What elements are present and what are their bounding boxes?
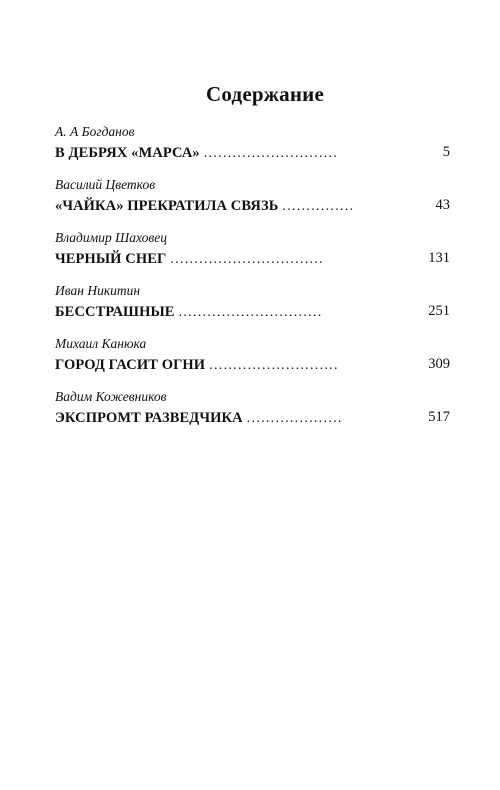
table-of-contents — [55, 124, 450, 442]
toc-entry — [55, 283, 450, 336]
toc-page-number: 5 — [442, 144, 450, 160]
toc-title[interactable]: ЧЕРНЫЙ СНЕГ — [55, 251, 167, 267]
toc-author: Иван Никитин — [55, 283, 141, 298]
toc-leader: .................... — [246, 411, 343, 426]
toc-leader: ............... — [282, 199, 355, 214]
toc-author: Вадим Кожевников — [55, 389, 167, 404]
toc-page-number: 309 — [428, 356, 450, 372]
toc-entry — [55, 336, 450, 389]
toc-title-line[interactable] — [55, 303, 450, 323]
toc-page-number: 131 — [428, 250, 450, 266]
toc-author: Василий Цветков — [55, 177, 156, 192]
toc-title-line[interactable] — [55, 197, 450, 217]
toc-page-number: 251 — [428, 303, 450, 319]
toc-author: Михаил Канюка — [55, 336, 147, 351]
toc-author: А. А Богданов — [55, 124, 135, 139]
toc-title-line[interactable] — [55, 356, 450, 376]
toc-entry — [55, 177, 450, 230]
toc-title[interactable]: «ЧАЙКА» ПРЕКРАТИЛА СВЯЗЬ — [55, 198, 279, 214]
toc-title[interactable]: ГОРОД ГАСИТ ОГНИ — [55, 357, 206, 373]
toc-page-number: 517 — [428, 409, 450, 425]
toc-title-line[interactable] — [55, 409, 450, 429]
page-title: Содержание — [206, 82, 324, 106]
toc-title-line[interactable] — [55, 144, 450, 164]
toc-entry — [55, 230, 450, 283]
toc-leader: ........................... — [209, 358, 339, 373]
toc-leader: ............................ — [203, 146, 339, 161]
toc-leader: ................................ — [170, 252, 324, 267]
toc-entry — [55, 124, 450, 177]
toc-title-line[interactable] — [55, 250, 450, 270]
toc-title[interactable]: В ДЕБРЯХ «МАРСА» — [55, 145, 200, 161]
toc-title[interactable]: ЭКСПРОМТ РАЗВЕДЧИКА — [55, 410, 243, 426]
toc-leader: .............................. — [178, 305, 323, 320]
toc-title[interactable]: БЕССТРАШНЫЕ — [55, 304, 175, 320]
toc-entry — [55, 389, 450, 442]
toc-author: Владимир Шаховец — [55, 230, 167, 245]
toc-page-number: 43 — [435, 197, 450, 213]
